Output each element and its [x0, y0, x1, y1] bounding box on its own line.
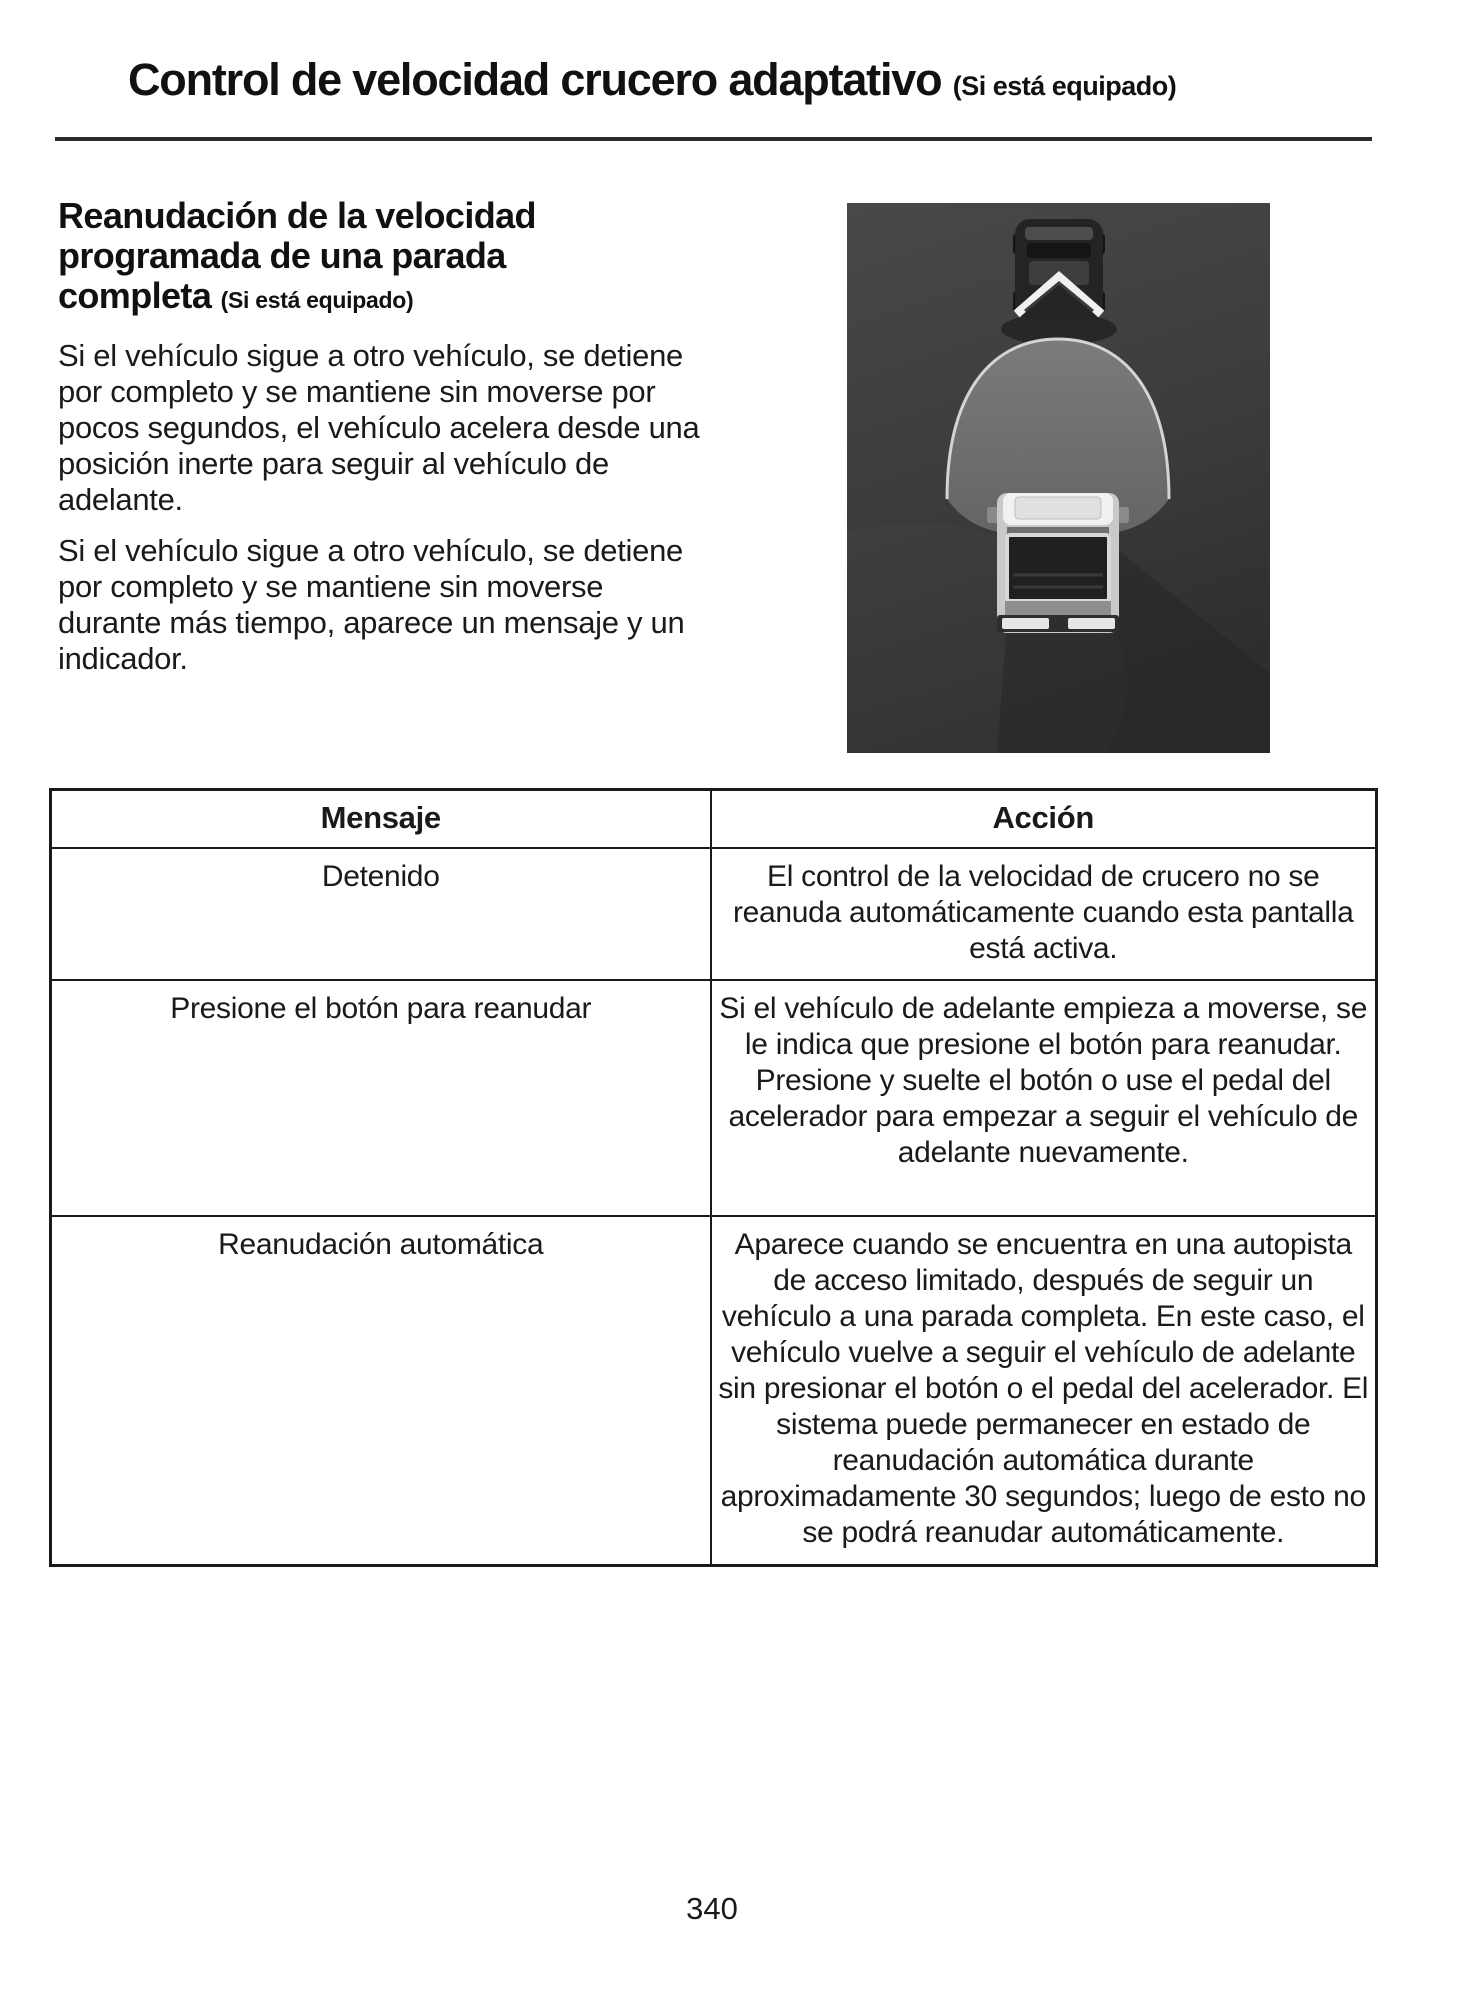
page-title [128, 54, 1176, 106]
column-header-accion: Acción [711, 790, 1377, 848]
body-paragraph: Si el vehículo sigue a otro vehículo, se detiene por completo y se mantiene sin moverse por pocos segundos, el vehículo acelera desde una posición inerte para seguir al vehículo de adelante. [58, 338, 700, 517]
action-cell: El control de la velocidad de crucero no se reanuda automáticamente cuando esta pantalla está activa. [711, 848, 1377, 980]
section-heading [58, 196, 643, 320]
lead-trunk [1025, 227, 1093, 240]
table-row [51, 980, 1377, 1216]
column-header-mensaje: Mensaje [51, 790, 711, 848]
truck-bed [1007, 535, 1109, 601]
action-text: Presione y suelte el botón o use el pedal del acelerador para empezar a seguir el vehículo de adelante nuevamente. [728, 1063, 1359, 1169]
truck-sunroof [1015, 497, 1101, 519]
page-number: 340 [686, 1891, 738, 1926]
action-cell: Aparece cuando se encuentra en una autopista de acceso limitado, después de seguir un vehículo a una parada completa. En este caso, el vehículo vuelve a seguir el vehículo de adelante sin presionar el botón o el pedal del acelerador. El sistema puede permanecer en estado de reanudación automática durante aproximadamente 30 segundos; luego de esto no se podrá reanudar automáticamente. [711, 1216, 1377, 1566]
action-text: Si el vehículo de adelante empieza a moverse, se le indica que presione el botón para reanudar. [719, 991, 1368, 1061]
section-heading-suffix: (Si está equipado) [220, 287, 414, 313]
table-row [51, 1216, 1377, 1566]
pickup-truck-illustration [987, 493, 1129, 633]
message-action-table [49, 788, 1378, 1567]
message-cell: Presione el botón para reanudar [51, 980, 711, 1216]
top-view-vehicle-following-illustration-icon [847, 203, 1270, 753]
table-row [51, 848, 1377, 980]
table-header-row [51, 790, 1377, 848]
action-cell [711, 980, 1377, 1216]
message-cell: Reanudación automática [51, 1216, 711, 1566]
message-cell: Detenido [51, 848, 711, 980]
vehicle-follow-figure [847, 203, 1270, 753]
page-title-suffix: (Si está equipado) [952, 71, 1177, 101]
page-title-text: Control de velocidad crucero adaptativo [128, 54, 942, 105]
section-heading-text: Reanudación de la velocidad programada de una parada completa [58, 195, 536, 316]
lead-rear-window [1027, 243, 1091, 258]
header-divider [55, 137, 1372, 141]
body-paragraph: Si el vehículo sigue a otro vehículo, se detiene por completo y se mantiene sin moverse durante más tiempo, aparece un mensaje y un indicador. [58, 533, 685, 676]
section-text-column [58, 196, 708, 692]
truck-taillight [1068, 618, 1115, 629]
truck-tailgate [1005, 601, 1111, 615]
truck-taillight [1002, 618, 1049, 629]
